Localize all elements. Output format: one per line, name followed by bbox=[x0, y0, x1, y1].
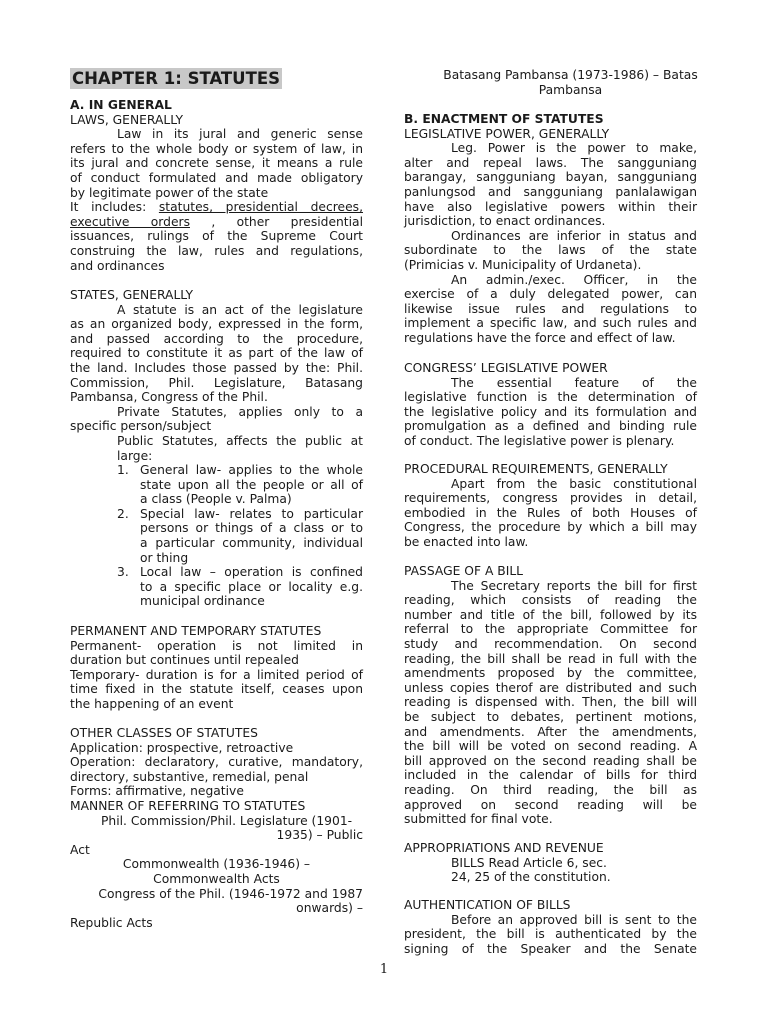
passage-paragraph-line: the bill will be voted on second reading. A bbox=[404, 739, 697, 754]
appropriations-line: 24, 25 of the constitution. bbox=[451, 870, 611, 885]
statute-list bbox=[70, 463, 363, 609]
legislative-paragraph-line: barangay, sangguniang bayan, sangguniang bbox=[404, 170, 697, 185]
batasang-line: Pambansa bbox=[538, 82, 603, 97]
states-paragraph-line: A statute is an act of the legislature bbox=[117, 302, 363, 317]
procedural-paragraph-line: Apart from the basic constitutional bbox=[451, 476, 697, 491]
laws-paragraph-line: Law in its jural and generic sense bbox=[117, 127, 363, 142]
passage-paragraph-line: included in the calendar of bills for third bbox=[404, 768, 697, 783]
admin-paragraph-line: likewise issue rules and regulations to bbox=[404, 301, 697, 316]
states-paragraph-line: as an organized body, expressed in the form, bbox=[70, 317, 363, 332]
manner-line: onwards) – bbox=[296, 901, 363, 916]
congress-paragraph-line: the legislative policy and its formulation and bbox=[404, 404, 697, 419]
passage-paragraph-line: approved on second reading will be bbox=[404, 797, 697, 812]
list-item-line: municipal ordinance bbox=[140, 594, 265, 609]
congress-paragraph-line: of conduct. The legislative power is plenary. bbox=[404, 433, 675, 448]
admin-paragraph-line: An admin./exec. Officer, in the bbox=[451, 272, 697, 287]
congress-heading: CONGRESS’ LEGISLATIVE POWER bbox=[404, 361, 608, 375]
passage-paragraph-line: bill approved on the second reading shall be bbox=[404, 753, 697, 768]
other-classes-line: Forms: affirmative, negative bbox=[70, 784, 244, 799]
manner-line: Phil. Commission/Phil. Legislature (1901- bbox=[101, 813, 353, 828]
appropriations-line: BILLS Read Article 6, sec. bbox=[451, 855, 607, 870]
admin-paragraph-line: implement a specific law, and such rules and bbox=[404, 316, 697, 331]
list-item-line: a class (People v. Palma) bbox=[140, 492, 292, 507]
passage-paragraph-line: amendments proposed by the committee, bbox=[404, 666, 697, 681]
batasang-line: Batasang Pambansa (1973-1986) – Batas bbox=[443, 68, 698, 82]
laws-paragraph-line: refers to the whole body or system of law, in bbox=[70, 141, 363, 156]
list-item-line: persons or things of a class or to bbox=[140, 521, 363, 536]
page-number: 1 bbox=[379, 962, 389, 977]
states-paragraph-line: and passed according to the procedure, bbox=[70, 331, 363, 346]
laws-heading: LAWS, GENERALLY bbox=[70, 112, 183, 127]
list-item bbox=[70, 507, 363, 565]
passage-heading: PASSAGE OF A BILL bbox=[404, 564, 524, 578]
authentication-heading: AUTHENTICATION OF BILLS bbox=[404, 898, 571, 912]
list-item-line: state upon all the people or all of bbox=[140, 477, 363, 492]
section-b-heading: B. ENACTMENT OF STATUTES bbox=[404, 112, 604, 126]
passage-paragraph-line: be subject to debates, pertinent motions, bbox=[404, 709, 697, 724]
passage-paragraph-line: reading is dispensed with. Then, the bill will bbox=[404, 695, 697, 710]
temporary-paragraph-line: time fixed in the statute itself, ceases upon bbox=[70, 682, 363, 697]
legislative-paragraph-line: have also legislative powers within their bbox=[404, 199, 697, 214]
authentication-paragraph-line: president, the bill is authenticated by the bbox=[404, 927, 697, 942]
admin-paragraph-line: regulations have the force and effect of law. bbox=[404, 330, 676, 345]
includes-label: It includes: bbox=[70, 200, 159, 215]
public-statutes-line: Public Statutes, affects the public at bbox=[117, 433, 363, 448]
states-paragraph-line: Pambansa, Congress of the Phil. bbox=[70, 390, 268, 405]
procedural-paragraph-line: embodied in the Rules of both Houses of bbox=[404, 505, 697, 520]
passage-paragraph-line: reading. On third reading, the bill as bbox=[404, 782, 697, 797]
passage-paragraph-line: number and title of the bill, followed by its bbox=[404, 607, 697, 622]
procedural-paragraph-line: be enacted into law. bbox=[404, 534, 529, 549]
legislative-paragraph-line: alter and repeal laws. The sangguniang bbox=[404, 155, 697, 170]
manner-line: Commonwealth (1936-1946) – bbox=[122, 857, 311, 872]
laws-paragraph-line: by legitimate power of the state bbox=[70, 185, 269, 200]
states-paragraph-line: the land. Includes those passed by the: Phil. bbox=[70, 360, 363, 375]
list-item-line: Local law – operation is confined bbox=[140, 565, 363, 580]
manner-line: Act bbox=[70, 842, 90, 857]
legislative-paragraph-line: panlungsod and sangguniang panlalawigan bbox=[404, 184, 697, 199]
manner-line: Commonwealth Acts bbox=[153, 871, 280, 886]
section-a-heading: A. IN GENERAL bbox=[70, 98, 172, 112]
private-statutes-line: specific person/subject bbox=[70, 419, 212, 434]
includes-line bbox=[70, 215, 363, 230]
ordinances-paragraph-line: (Primicias v. Municipality of Urdaneta). bbox=[404, 257, 642, 272]
permanent-paragraph-line: duration but continues until repealed bbox=[70, 653, 299, 668]
manner-line: Congress of the Phil. (1946-1972 and 1987 bbox=[98, 886, 363, 901]
includes-line: construing the law, rules and regulations, bbox=[70, 243, 363, 258]
includes-underlined: executive orders bbox=[70, 214, 190, 229]
passage-paragraph-line: unless copies therof are distributed and such bbox=[404, 680, 697, 695]
list-item-line: a particular community, individual bbox=[140, 535, 363, 550]
list-item bbox=[70, 463, 363, 507]
list-item-line: or thing bbox=[140, 550, 189, 565]
list-item-line: Special law- relates to particular bbox=[140, 506, 363, 521]
list-item-line: General law- applies to the whole bbox=[140, 463, 363, 477]
authentication-paragraph-line: Before an approved bill is sent to the bbox=[451, 912, 697, 927]
permanent-temporary-heading: PERMANENT AND TEMPORARY STATUTES bbox=[70, 624, 322, 638]
list-number: 2. bbox=[117, 506, 129, 521]
temporary-paragraph-line: the happening of an event bbox=[70, 696, 234, 711]
legislative-power-heading: LEGISLATIVE POWER, GENERALLY bbox=[404, 126, 610, 141]
congress-paragraph-line: legislative function is the determination of bbox=[404, 390, 697, 405]
passage-paragraph-line: submitted for final vote. bbox=[404, 812, 553, 827]
other-classes-line: Application: prospective, retroactive bbox=[70, 740, 294, 755]
temporary-paragraph-line: Temporary- duration is for a limited period of bbox=[70, 667, 363, 682]
includes-text: , other presidential bbox=[211, 214, 363, 229]
list-number: 1. bbox=[117, 463, 129, 477]
legislative-paragraph-line: Leg. Power is the power to make, bbox=[451, 141, 697, 156]
manner-line: 1935) – Public bbox=[276, 828, 363, 843]
includes-line: and ordinances bbox=[70, 258, 165, 273]
states-paragraph-line: Commission, Phil. Legislature, Batasang bbox=[70, 375, 363, 390]
other-classes-line: directory, substantive, remedial, penal bbox=[70, 769, 309, 784]
includes-underlined: statutes, presidential decrees, bbox=[158, 200, 363, 215]
private-statutes-line: Private Statutes, applies only to a bbox=[117, 404, 363, 419]
ordinances-paragraph-line: Ordinances are inferior in status and bbox=[451, 228, 697, 243]
procedural-paragraph-line: Congress, the procedure by which a bill may bbox=[404, 520, 697, 535]
passage-paragraph-line: reading, which consists of reading the bbox=[404, 593, 697, 608]
passage-paragraph-line: referral to the appropriate Committee for bbox=[404, 622, 697, 637]
legislative-paragraph-line: jurisdiction, to enact ordinances. bbox=[404, 214, 606, 229]
list-number: 3. bbox=[117, 565, 129, 580]
congress-paragraph-line: The essential feature of the bbox=[451, 375, 697, 390]
public-statutes-line: large: bbox=[117, 448, 153, 463]
passage-paragraph-line: reading, the bill shall be read in full with the bbox=[404, 651, 697, 666]
includes-line bbox=[70, 200, 363, 215]
laws-paragraph-line: of conduct formulated and made obligatory bbox=[70, 170, 363, 185]
ordinances-paragraph-line: subordinate to the laws of the state bbox=[404, 243, 697, 258]
laws-paragraph-line: its jural and concrete sense, it means a rule bbox=[70, 156, 363, 171]
congress-paragraph-line: promulgation as a defined and binding rule bbox=[404, 419, 697, 434]
other-classes-line: Operation: declaratory, curative, mandatory, bbox=[70, 755, 363, 770]
chapter-title: CHAPTER 1: STATUTES bbox=[72, 69, 280, 88]
admin-paragraph-line: exercise of a duly delegated power, can bbox=[404, 287, 697, 302]
other-classes-heading: OTHER CLASSES OF STATUTES bbox=[70, 726, 258, 740]
passage-paragraph-line: and amendments. After the amendments, bbox=[404, 724, 697, 739]
states-heading: STATES, GENERALLY bbox=[70, 288, 194, 302]
manner-line: Republic Acts bbox=[70, 915, 153, 930]
passage-paragraph-line: The Secretary reports the bill for first bbox=[451, 578, 697, 593]
includes-line: issuances, rulings of the Supreme Court bbox=[70, 229, 363, 244]
list-item-line: to a specific place or locality e.g. bbox=[140, 579, 363, 594]
permanent-paragraph-line: Permanent- operation is not limited in bbox=[70, 638, 363, 653]
appropriations-heading: APPROPRIATIONS AND REVENUE bbox=[404, 841, 604, 855]
passage-paragraph-line: study and recommendation. On second bbox=[404, 636, 697, 651]
states-paragraph-line: required to constitute it as part of the law of bbox=[70, 346, 363, 361]
procedural-heading: PROCEDURAL REQUIREMENTS, GENERALLY bbox=[404, 462, 668, 476]
procedural-paragraph-line: requirements, congress provides in detail, bbox=[404, 491, 697, 506]
authentication-paragraph-line: signing of the Speaker and the Senate bbox=[404, 941, 697, 956]
list-item bbox=[70, 565, 363, 609]
manner-heading: MANNER OF REFERRING TO STATUTES bbox=[70, 798, 306, 813]
